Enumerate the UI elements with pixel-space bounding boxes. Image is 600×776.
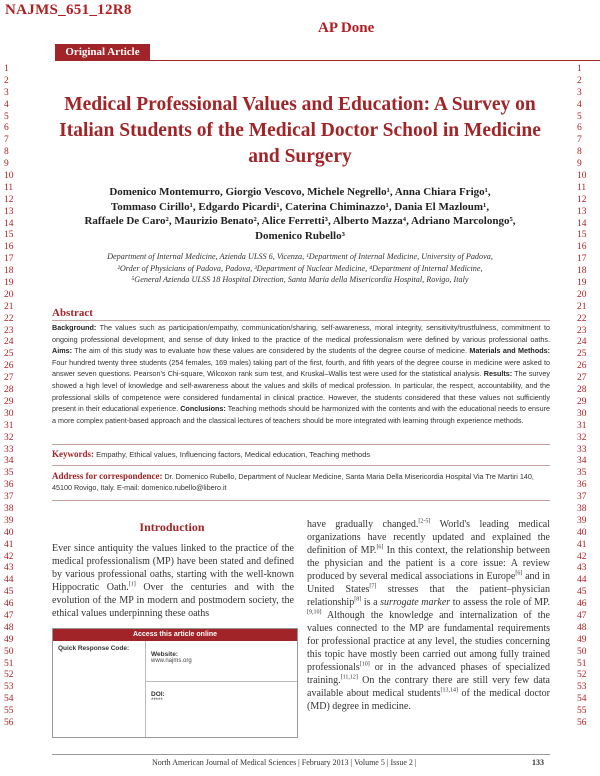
abstract-rule-bottom [52, 444, 550, 445]
intro-text: is a [363, 597, 378, 608]
line-number: 52 [4, 670, 14, 681]
affiliation-line: Department of Internal Medicine, Azienda ULSS 6, Vicenza, ¹Department of Internal Medicine, University of Padova, [107, 252, 493, 261]
line-number: 14 [4, 218, 14, 229]
line-number: 36 [577, 480, 587, 491]
website-label: Website: [151, 651, 178, 658]
citation[interactable]: [8] [354, 596, 362, 603]
line-number: 31 [577, 420, 587, 431]
author-line: Raffaele De Caro², Maurizio Benato², Alice Ferretti³, Alberto Mazza⁴, Adriano Marcolongo⁵, [84, 215, 516, 228]
website-link[interactable]: www.najms.org [151, 658, 192, 664]
line-number: 52 [577, 670, 587, 681]
intro-text: stresses that the patient–physician relationship [307, 584, 550, 608]
line-number: 26 [577, 361, 587, 372]
line-number: 46 [4, 599, 14, 610]
line-numbers-left [4, 64, 28, 730]
line-number: 20 [577, 289, 587, 300]
intro-text: Over the centuries and with the evolution of the MP in modern and postmodern society, the ethical values underpinning these oaths [52, 582, 295, 619]
citation[interactable]: [11,12] [340, 674, 358, 681]
line-number: 49 [4, 634, 14, 645]
line-number: 50 [4, 646, 14, 657]
line-number: 27 [577, 373, 587, 384]
citation[interactable]: [7] [369, 583, 377, 590]
line-number: 1 [577, 64, 582, 74]
intro-text: or in the advanced phases of specialized training. [307, 662, 550, 686]
line-number: 11 [4, 182, 14, 193]
line-number: 25 [4, 349, 14, 360]
line-number: 25 [577, 349, 587, 360]
line-number: 23 [577, 325, 587, 336]
intro-text: In this context, the relationship between the physician and the patient is a core issue: A review produced by several medical associations in Europe [307, 545, 550, 582]
line-number: 30 [577, 408, 587, 419]
line-number: 56 [4, 717, 14, 728]
line-number: 10 [4, 171, 14, 182]
line-number: 53 [4, 682, 14, 693]
line-number: 10 [577, 171, 587, 182]
abstract-aims: The aim of this study was to evaluate how these values are considered by the students of the degree course of medicine. [74, 346, 467, 356]
line-number: 1 [4, 64, 9, 74]
line-number: 36 [4, 480, 14, 491]
abstract-aims-label: Aims: [52, 346, 72, 356]
line-number: 32 [4, 432, 14, 443]
citation[interactable]: [1] [128, 581, 136, 588]
line-number: 34 [577, 456, 587, 467]
line-number: 56 [577, 717, 587, 728]
abstract-methods: Four hundred twenty three students (254 females, 169 males) taking part of the first, fourth, and fifth years of the degree course in medicine were asked to answer seven questions. Pearson's Chi-square, Wilcoxon rank sum test, and Kruskal–Wallis test were used for the statistical analysis. [52, 357, 550, 379]
abstract-background: The values such as participation/empathy, communication/sharing, self-awareness, moral integrity, sensitivity/trustfulness, commitment to ongoing professional development, and sense of duty linked to the practice of the medical professionalism were defined by various professional oaths. [52, 323, 550, 344]
doi-block [151, 691, 165, 704]
line-number: 51 [4, 658, 14, 669]
intro-text: and in United States [307, 571, 550, 595]
line-number: 7 [4, 135, 9, 146]
line-number: 19 [577, 278, 587, 289]
intro-text: of the medical doctor (MD) degree in medicine. [307, 688, 551, 712]
introduction-heading: Introduction [139, 520, 205, 534]
correspondence [52, 471, 550, 493]
line-number: 18 [4, 266, 14, 277]
doi-value: ***** [151, 698, 163, 704]
line-number: 4 [4, 99, 9, 110]
abstract-heading: Abstract [52, 307, 93, 319]
line-number: 42 [4, 551, 14, 562]
keywords [52, 449, 550, 459]
line-number: 16 [577, 242, 587, 253]
intro-right-column [307, 518, 550, 713]
line-number: 55 [577, 706, 587, 717]
line-number: 13 [577, 206, 587, 217]
line-number: 18 [577, 266, 587, 277]
citation[interactable]: [6] [376, 544, 384, 551]
line-number: 27 [4, 373, 14, 384]
abstract-rule-top [52, 320, 550, 321]
line-number: 34 [4, 456, 14, 467]
line-number: 39 [577, 515, 587, 526]
abstract-results: The survey showed a high level of knowledge and self-awareness about the values and skills of medical profession. In particular, the respect, accountability, and the professional skills of competence were considered fundamental in clinical practice. However, the students considered that these values not sufficiently present in their educational experience. [52, 369, 550, 414]
line-number: 44 [4, 575, 14, 586]
line-number: 45 [577, 587, 587, 598]
line-number: 21 [4, 301, 14, 312]
line-number: 20 [4, 289, 14, 300]
paper-title: Medical Professional Values and Education: A Survey on Italian Students of the Medical Doctor School in Medicine and Surgery [59, 94, 541, 167]
header-rule [150, 60, 600, 61]
line-number: 2 [577, 75, 582, 86]
line-number: 32 [577, 432, 587, 443]
line-number: 55 [4, 706, 14, 717]
citation[interactable]: [13,14] [440, 687, 458, 694]
correspondence-text: Dr. Domenico Rubello, Department of Nuclear Medicine, Santa Maria Della Misericordia Hospital Via Tre Martiri 140, 45100 Rovigo, Italy. E-mail: domenico.rubello@libero.it [52, 472, 534, 492]
line-number: 41 [577, 539, 587, 550]
line-number: 37 [577, 492, 587, 503]
author-line: Domenico Montemurro, Giorgio Vescovo, Michele Negrello¹, Anna Chiara Frigo¹, [109, 186, 491, 198]
line-number: 15 [4, 230, 14, 241]
line-number: 3 [577, 87, 582, 98]
citation[interactable]: [9,10] [307, 609, 322, 616]
line-number: 14 [577, 218, 587, 229]
line-number: 11 [577, 182, 587, 193]
line-number: 38 [577, 503, 587, 514]
correspondence-label: Address for correspondence: [52, 471, 163, 481]
line-number: 26 [4, 361, 14, 372]
line-number: 33 [577, 444, 587, 455]
access-article-box [52, 628, 298, 738]
line-number: 4 [577, 99, 582, 110]
line-number: 24 [577, 337, 587, 348]
keywords-label: Keywords: [52, 449, 94, 459]
keywords-rule [52, 465, 550, 466]
abstract-conclusions: Teaching methods should be harmonized with the contents and with the educational needs to ensure a more complex patient-based approach and the classical lectures of teachers should be more integrated with learning through experience methods. [52, 404, 550, 425]
status-stamp: AP Done [318, 20, 375, 36]
citation[interactable]: [10] [359, 661, 370, 668]
line-number: 43 [577, 563, 587, 574]
line-number: 15 [577, 230, 587, 241]
citation[interactable]: [6] [515, 570, 523, 577]
line-number: 33 [4, 444, 14, 455]
abstract-results-label: Results: [483, 369, 513, 379]
line-number: 39 [4, 515, 14, 526]
line-number: 42 [577, 551, 587, 562]
abstract-conclusions-label: Conclusions: [180, 404, 226, 414]
line-number: 40 [4, 527, 14, 538]
line-number: 22 [577, 313, 587, 324]
line-number: 38 [4, 503, 14, 514]
intro-text: World's leading medical organizations have recently updated and explained the definition of MP. [307, 519, 550, 556]
affiliations [55, 251, 545, 286]
line-number: 5 [577, 111, 582, 122]
line-numbers-right [577, 64, 600, 730]
line-number: 30 [4, 408, 14, 419]
intro-text: On the contrary there are still very few data available about medical students [307, 675, 551, 699]
line-number: 8 [4, 147, 9, 158]
line-number: 2 [4, 75, 9, 86]
line-number: 50 [577, 646, 587, 657]
line-number: 40 [577, 527, 587, 538]
line-number: 28 [4, 385, 14, 396]
qr-cell [53, 641, 146, 737]
box-divider [145, 681, 297, 682]
abstract-methods-label: Materials and Methods: [469, 346, 550, 356]
line-number: 29 [577, 396, 587, 407]
line-number: 12 [4, 194, 14, 205]
line-number: 6 [4, 123, 9, 134]
intro-italic-term: surrogate marker [380, 597, 451, 608]
line-number: 6 [577, 123, 582, 134]
line-number: 24 [4, 337, 14, 348]
intro-text: to assess the role of MP. [452, 597, 550, 608]
line-number: 9 [4, 159, 9, 170]
line-number: 47 [4, 610, 14, 621]
line-number: 13 [4, 206, 14, 217]
line-number: 29 [4, 396, 14, 407]
line-number: 41 [4, 539, 14, 550]
qr-label: Quick Response Code: [58, 645, 130, 652]
keywords-list: Empathy, Ethical values, Influencing factors, Medical education, Teaching methods [96, 450, 371, 459]
line-number: 16 [4, 242, 14, 253]
website-block [151, 651, 192, 664]
line-number: 22 [4, 313, 14, 324]
author-line: Tommaso Cirillo¹, Edgardo Picardi¹, Caterina Chiminazzo¹, Dania El Mazloum¹, [110, 200, 490, 213]
line-number: 48 [577, 622, 587, 633]
line-number: 23 [4, 325, 14, 336]
line-number: 31 [4, 420, 14, 431]
line-number: 47 [577, 610, 587, 621]
line-number: 28 [577, 385, 587, 396]
line-number: 54 [577, 694, 587, 705]
abstract-body [52, 322, 550, 426]
footer-journal: North American Journal of Medical Sciences | February 2013 | Volume 5 | Issue 2 | [152, 758, 417, 767]
line-number: 17 [577, 254, 587, 265]
line-number: 5 [4, 111, 9, 122]
line-number: 35 [4, 468, 14, 479]
line-number: 45 [4, 587, 14, 598]
author-list [60, 185, 540, 243]
intro-text: Although the knowledge and internalization of the values connected to the MP are fundamental requirements for professional practice at any level, the studies concerning this topic have mostly been carried out among fully trained professionals [307, 610, 550, 673]
line-number: 44 [577, 575, 587, 586]
line-number: 19 [4, 278, 14, 289]
line-number: 51 [577, 658, 587, 669]
intro-left-column [52, 542, 294, 620]
line-number: 8 [577, 147, 582, 158]
line-number: 21 [577, 301, 587, 312]
page-number: 133 [532, 758, 544, 767]
manuscript-id: NAJMS_651_12R8 [5, 2, 132, 18]
line-number: 7 [577, 135, 582, 146]
correspondence-rule [52, 500, 550, 501]
line-number: 53 [577, 682, 587, 693]
abstract-background-label: Background: [52, 323, 97, 332]
line-number: 9 [577, 159, 582, 170]
line-number: 17 [4, 254, 14, 265]
line-number: 54 [4, 694, 14, 705]
affiliation-line: ²Order of Physicians of Padova, Padova, ³Department of Nuclear Medicine, ⁴Department of Internal Medicine, [117, 263, 483, 273]
article-type-tag: Original Article [55, 44, 150, 61]
line-number: 46 [577, 599, 587, 610]
line-number: 3 [4, 87, 9, 98]
citation[interactable]: [2-5] [418, 518, 431, 525]
line-number: 12 [577, 194, 587, 205]
line-number: 35 [577, 468, 587, 479]
footer-rule [52, 754, 550, 755]
doi-label: DOI: [151, 691, 165, 698]
author-line: Domenico Rubello³ [255, 229, 345, 242]
line-number: 43 [4, 563, 14, 574]
line-number: 48 [4, 622, 14, 633]
affiliation-line: ⁵General Azienda ULSS 18 Hospital Direction, Santa Maria della Misericordia Hospital, Rovigo, Italy [131, 275, 469, 284]
intro-text: have gradually changed. [307, 519, 419, 530]
line-number: 49 [577, 634, 587, 645]
intro-text: Ever since antiquity the values linked to the practice of the medical professionalism (MP) have been stated and defined by various professional oaths, starting with the well-known Hippocratic Oath. [52, 543, 294, 593]
access-box-header: Access this article online [53, 629, 297, 641]
line-number: 37 [4, 492, 14, 503]
